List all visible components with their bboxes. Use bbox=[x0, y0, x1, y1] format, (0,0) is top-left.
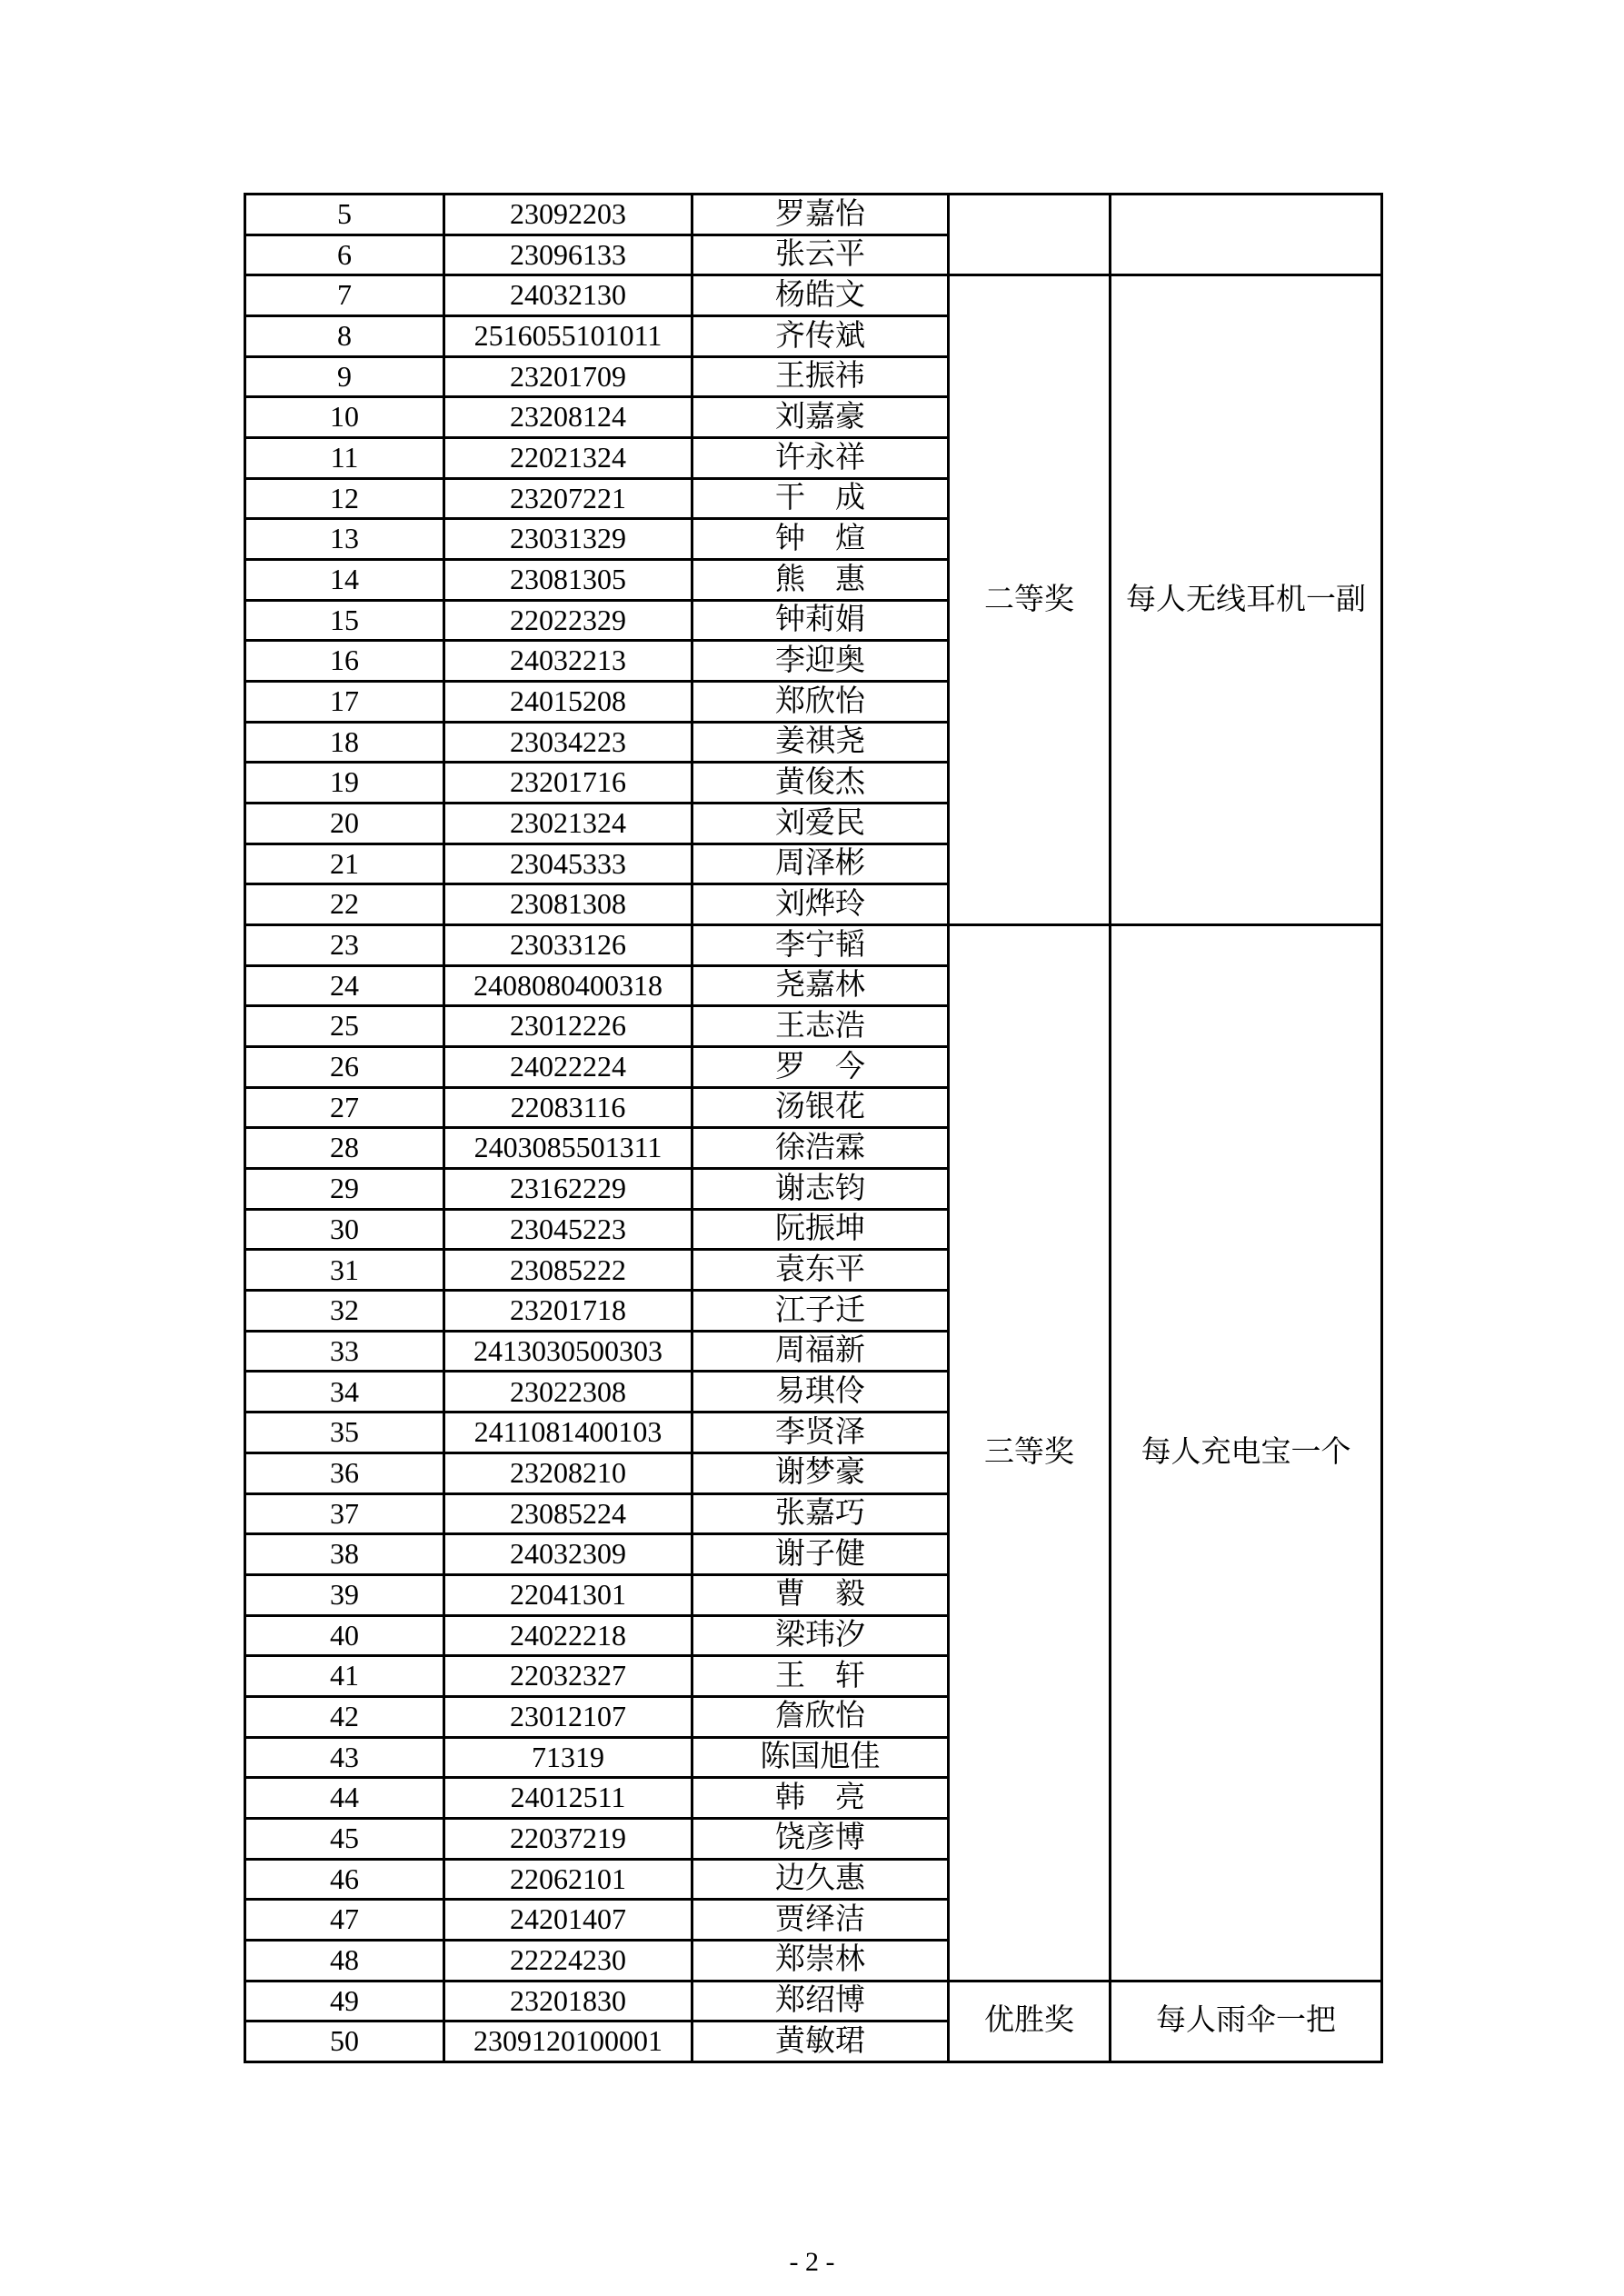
cell-no: 29 bbox=[245, 1169, 444, 1210]
cell-name: 王 轩 bbox=[692, 1656, 949, 1697]
cell-no: 34 bbox=[245, 1372, 444, 1413]
cell-id: 2516055101011 bbox=[444, 316, 692, 357]
cell-no: 39 bbox=[245, 1574, 444, 1615]
cell-no: 49 bbox=[245, 1981, 444, 2021]
cell-no: 33 bbox=[245, 1331, 444, 1372]
cell-no: 10 bbox=[245, 397, 444, 438]
cell-no: 16 bbox=[245, 641, 444, 682]
cell-id: 23085224 bbox=[444, 1493, 692, 1534]
cell-id: 23201716 bbox=[444, 763, 692, 804]
cell-prize: 每人充电宝一个 bbox=[1111, 925, 1382, 1981]
cell-id: 23085222 bbox=[444, 1250, 692, 1291]
cell-no: 26 bbox=[245, 1047, 444, 1088]
cell-name: 干 成 bbox=[692, 478, 949, 519]
cell-name: 刘爱民 bbox=[692, 804, 949, 844]
cell-id: 23012226 bbox=[444, 1006, 692, 1047]
cell-name: 罗 今 bbox=[692, 1047, 949, 1088]
cell-no: 13 bbox=[245, 519, 444, 560]
cell-id: 23208210 bbox=[444, 1452, 692, 1493]
cell-id: 22224230 bbox=[444, 1940, 692, 1981]
cell-name: 李迎奥 bbox=[692, 641, 949, 682]
cell-id: 23081305 bbox=[444, 560, 692, 601]
cell-id: 23012107 bbox=[444, 1696, 692, 1737]
cell-no: 15 bbox=[245, 600, 444, 641]
cell-name: 许永祥 bbox=[692, 438, 949, 479]
cell-name: 李贤泽 bbox=[692, 1413, 949, 1453]
cell-name: 罗嘉怡 bbox=[692, 195, 949, 235]
cell-name: 郑欣怡 bbox=[692, 682, 949, 723]
cell-no: 28 bbox=[245, 1128, 444, 1169]
cell-name: 饶彦博 bbox=[692, 1818, 949, 1859]
cell-id: 24032130 bbox=[444, 275, 692, 316]
cell-name: 杨皓文 bbox=[692, 275, 949, 316]
cell-no: 36 bbox=[245, 1452, 444, 1493]
cell-id: 24012511 bbox=[444, 1778, 692, 1819]
cell-id: 2413030500303 bbox=[444, 1331, 692, 1372]
cell-no: 31 bbox=[245, 1250, 444, 1291]
cell-no: 32 bbox=[245, 1291, 444, 1332]
cell-id: 24015208 bbox=[444, 682, 692, 723]
cell-id: 22032327 bbox=[444, 1656, 692, 1697]
cell-no: 35 bbox=[245, 1413, 444, 1453]
cell-no: 22 bbox=[245, 884, 444, 925]
cell-name: 姜祺尧 bbox=[692, 722, 949, 763]
cell-prize: 每人无线耳机一副 bbox=[1111, 275, 1382, 925]
cell-name: 郑绍博 bbox=[692, 1981, 949, 2021]
cell-name: 谢志钧 bbox=[692, 1169, 949, 1210]
cell-name: 郑崇林 bbox=[692, 1940, 949, 1981]
cell-id: 2408080400318 bbox=[444, 965, 692, 1006]
table-row bbox=[245, 195, 1382, 235]
cell-id: 2403085501311 bbox=[444, 1128, 692, 1169]
cell-no: 45 bbox=[245, 1818, 444, 1859]
cell-name: 汤银花 bbox=[692, 1087, 949, 1128]
cell-no: 40 bbox=[245, 1615, 444, 1656]
cell-no: 27 bbox=[245, 1087, 444, 1128]
cell-id: 23207221 bbox=[444, 478, 692, 519]
cell-id: 24032309 bbox=[444, 1534, 692, 1575]
cell-no: 50 bbox=[245, 2021, 444, 2062]
cell-no: 18 bbox=[245, 722, 444, 763]
cell-no: 6 bbox=[245, 235, 444, 275]
cell-id: 23201718 bbox=[444, 1291, 692, 1332]
cell-name: 钟莉娟 bbox=[692, 600, 949, 641]
awards-table bbox=[244, 193, 1383, 2063]
cell-name: 谢梦豪 bbox=[692, 1452, 949, 1493]
cell-id: 23022308 bbox=[444, 1372, 692, 1413]
cell-id: 23081308 bbox=[444, 884, 692, 925]
cell-prize bbox=[1111, 195, 1382, 275]
cell-no: 24 bbox=[245, 965, 444, 1006]
cell-id: 23021324 bbox=[444, 804, 692, 844]
cell-id: 23033126 bbox=[444, 925, 692, 966]
cell-name: 刘烨玲 bbox=[692, 884, 949, 925]
cell-id: 23096133 bbox=[444, 235, 692, 275]
cell-name: 徐浩霖 bbox=[692, 1128, 949, 1169]
cell-award bbox=[949, 195, 1111, 275]
cell-name: 易琪伶 bbox=[692, 1372, 949, 1413]
cell-no: 43 bbox=[245, 1737, 444, 1778]
cell-no: 23 bbox=[245, 925, 444, 966]
cell-id: 24032213 bbox=[444, 641, 692, 682]
cell-id: 22037219 bbox=[444, 1818, 692, 1859]
cell-name: 黄敏珺 bbox=[692, 2021, 949, 2062]
cell-name: 王振祎 bbox=[692, 356, 949, 397]
cell-name: 袁东平 bbox=[692, 1250, 949, 1291]
awards-table-body bbox=[245, 195, 1382, 2062]
cell-name: 李宁韬 bbox=[692, 925, 949, 966]
cell-no: 14 bbox=[245, 560, 444, 601]
cell-name: 詹欣怡 bbox=[692, 1696, 949, 1737]
cell-name: 韩 亮 bbox=[692, 1778, 949, 1819]
cell-no: 25 bbox=[245, 1006, 444, 1047]
cell-name: 黄俊杰 bbox=[692, 763, 949, 804]
cell-name: 张云平 bbox=[692, 235, 949, 275]
cell-name: 阮振坤 bbox=[692, 1209, 949, 1250]
cell-name: 张嘉巧 bbox=[692, 1493, 949, 1534]
cell-no: 41 bbox=[245, 1656, 444, 1697]
cell-no: 44 bbox=[245, 1778, 444, 1819]
cell-no: 5 bbox=[245, 195, 444, 235]
cell-id: 23045223 bbox=[444, 1209, 692, 1250]
cell-name: 谢子健 bbox=[692, 1534, 949, 1575]
cell-id: 2309120100001 bbox=[444, 2021, 692, 2062]
table-row bbox=[245, 1981, 1382, 2021]
cell-id: 23201830 bbox=[444, 1981, 692, 2021]
cell-no: 7 bbox=[245, 275, 444, 316]
cell-id: 23034223 bbox=[444, 722, 692, 763]
cell-id: 23045333 bbox=[444, 844, 692, 884]
cell-no: 21 bbox=[245, 844, 444, 884]
cell-award: 优胜奖 bbox=[949, 1981, 1111, 2061]
cell-no: 20 bbox=[245, 804, 444, 844]
cell-id: 24201407 bbox=[444, 1900, 692, 1941]
cell-no: 37 bbox=[245, 1493, 444, 1534]
cell-name: 贾绎洁 bbox=[692, 1900, 949, 1941]
cell-prize: 每人雨伞一把 bbox=[1111, 1981, 1382, 2061]
cell-name: 江子迁 bbox=[692, 1291, 949, 1332]
cell-no: 30 bbox=[245, 1209, 444, 1250]
cell-id: 22083116 bbox=[444, 1087, 692, 1128]
cell-name: 齐传斌 bbox=[692, 316, 949, 357]
cell-no: 12 bbox=[245, 478, 444, 519]
cell-id: 23162229 bbox=[444, 1169, 692, 1210]
cell-award: 三等奖 bbox=[949, 925, 1111, 1981]
cell-id: 23092203 bbox=[444, 195, 692, 235]
cell-id: 23201709 bbox=[444, 356, 692, 397]
table-row bbox=[245, 275, 1382, 316]
cell-name: 王志浩 bbox=[692, 1006, 949, 1047]
cell-id: 22021324 bbox=[444, 438, 692, 479]
cell-award: 二等奖 bbox=[949, 275, 1111, 925]
cell-id: 24022224 bbox=[444, 1047, 692, 1088]
cell-no: 17 bbox=[245, 682, 444, 723]
cell-id: 23031329 bbox=[444, 519, 692, 560]
cell-id: 2411081400103 bbox=[444, 1413, 692, 1453]
cell-name: 曹 毅 bbox=[692, 1574, 949, 1615]
table-row bbox=[245, 925, 1382, 966]
cell-name: 钟 煊 bbox=[692, 519, 949, 560]
cell-no: 46 bbox=[245, 1859, 444, 1900]
cell-name: 周福新 bbox=[692, 1331, 949, 1372]
cell-id: 23208124 bbox=[444, 397, 692, 438]
cell-name: 梁玮汐 bbox=[692, 1615, 949, 1656]
cell-id: 22022329 bbox=[444, 600, 692, 641]
cell-id: 24022218 bbox=[444, 1615, 692, 1656]
cell-no: 42 bbox=[245, 1696, 444, 1737]
cell-no: 11 bbox=[245, 438, 444, 479]
cell-no: 48 bbox=[245, 1940, 444, 1981]
cell-no: 19 bbox=[245, 763, 444, 804]
cell-id: 22041301 bbox=[444, 1574, 692, 1615]
cell-name: 周泽彬 bbox=[692, 844, 949, 884]
cell-name: 熊 惠 bbox=[692, 560, 949, 601]
cell-name: 刘嘉豪 bbox=[692, 397, 949, 438]
cell-no: 38 bbox=[245, 1534, 444, 1575]
cell-id: 22062101 bbox=[444, 1859, 692, 1900]
page-number: - 2 - bbox=[789, 2247, 835, 2277]
cell-no: 47 bbox=[245, 1900, 444, 1941]
cell-no: 8 bbox=[245, 316, 444, 357]
cell-id: 71319 bbox=[444, 1737, 692, 1778]
cell-name: 陈国旭佳 bbox=[692, 1737, 949, 1778]
cell-no: 9 bbox=[245, 356, 444, 397]
cell-name: 边久惠 bbox=[692, 1859, 949, 1900]
cell-name: 尧嘉林 bbox=[692, 965, 949, 1006]
